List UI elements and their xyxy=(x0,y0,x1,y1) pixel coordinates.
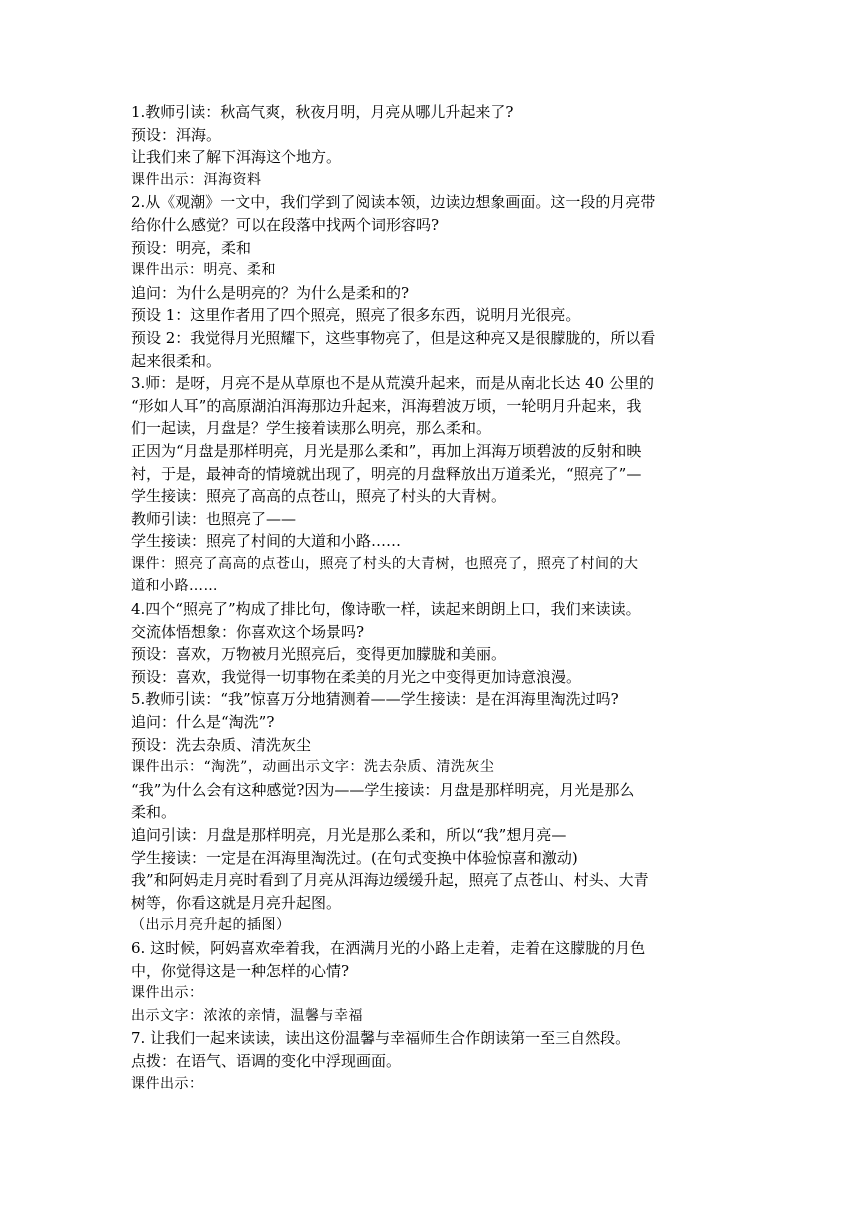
text-line: 学生接读：一定是在洱海里淘洗过。(在句式变换中体验惊喜和激动) xyxy=(131,848,578,867)
text-line: 4.四个“照亮了”构成了排比句，像诗歌一样，读起来朗朗上口，我们来读读。 xyxy=(131,600,641,619)
text-line: 起来很柔和。 xyxy=(131,351,222,370)
text-line: 3.师：是呀，月亮不是从草原也不是从荒漠升起来，而是从南北长达 40 公里的 xyxy=(131,374,654,393)
courseware-line: 课件：照亮了高高的点苍山，照亮了村头的大青树，也照亮了，照亮了村间的大 xyxy=(131,555,639,572)
courseware-line: 课件出示：“淘洗”，动画出示文字：洗去杂质、清洗灰尘 xyxy=(131,759,495,776)
text-line: 我”和阿妈走月亮时看到了月亮从洱海边缓缓升起，照亮了点苍山、村头、大青 xyxy=(131,871,649,890)
text-line: 预设：喜欢，我觉得一切事物在柔美的月光之中变得更加诗意浪漫。 xyxy=(131,667,582,686)
courseware-line: （出示月亮升起的插图） xyxy=(131,917,291,934)
text-line: 5.教师引读：“我”惊喜万分地猜测着——学生接读：是在洱海里淘洗过吗? xyxy=(131,690,619,709)
text-line: “我”为什么会有这种感觉?因为——学生接读：月盘是那样明亮，月光是那么 xyxy=(131,780,635,799)
text-line: 学生接读：照亮了村间的大道和小路…… xyxy=(131,532,402,551)
text-line: 点拨：在语气、语调的变化中浮现画面。 xyxy=(131,1051,402,1070)
courseware-line: 课件出示： xyxy=(131,985,204,1002)
text-line: 学生接读：照亮了高高的点苍山，照亮了村头的大青树。 xyxy=(131,487,507,506)
document-body xyxy=(131,101,731,1095)
text-line: 给你什么感觉？可以在段落中找两个词形容吗? xyxy=(131,215,440,234)
text-line: 预设：喜欢，万物被月光照亮后，变得更加朦胧和美丽。 xyxy=(131,645,507,664)
text-line: 教师引读：也照亮了—— xyxy=(131,509,297,528)
text-line: 们一起读，月盘是？学生接着读那么明亮，那么柔和。 xyxy=(131,419,492,438)
text-line: 追问：什么是“淘洗”? xyxy=(131,713,275,732)
text-line: 6. 这时候，阿妈喜欢牵着我，在洒满月光的小路上走着，走着在这朦胧的月色 xyxy=(131,938,646,957)
text-line: 1.教师引读：秋高气爽，秋夜月明，月亮从哪儿升起来了? xyxy=(131,103,514,121)
text-line: 追问引读：月盘是那样明亮，月光是那么柔和，所以“我”想月亮— xyxy=(131,826,567,844)
text-line: 预设：洱海。 xyxy=(131,125,222,144)
courseware-line: 出示文字：浓浓的亲情，温馨与幸福 xyxy=(131,1007,363,1024)
text-line: 衬，于是，最神奇的情境就出现了，明亮的月盘释放出万道柔光，“照亮了”— xyxy=(131,464,642,483)
courseware-line: 道和小路…… xyxy=(131,578,218,595)
courseware-line: 课件出示： xyxy=(131,1075,204,1092)
text-line: 预设：明亮，柔和 xyxy=(131,238,252,257)
text-line: 预设 2：我觉得月光照耀下，这些事物亮了，但是这种亮又是很朦胧的，所以看 xyxy=(131,328,656,347)
courseware-line: 课件出示：洱海资料 xyxy=(131,171,262,188)
text-line: “形如人耳”的高原湖泊洱海那边升起来，洱海碧波万顷，一轮明月升起来，我 xyxy=(131,396,642,415)
text-line: 追问：为什么是明亮的？为什么是柔和的? xyxy=(131,283,410,302)
text-line: 2.从《观潮》一文中，我们学到了阅读本领，边读边想象画面。这一段的月亮带 xyxy=(131,193,656,212)
text-line: 让我们来了解下洱海这个地方。 xyxy=(131,148,342,167)
text-line: 树等，你看这就是月亮升起图。 xyxy=(131,893,342,912)
text-line: 7. 让我们一起来读读，读出这份温馨与幸福师生合作朗读第一至三自然段。 xyxy=(131,1029,631,1048)
text-line: 柔和。 xyxy=(131,803,177,822)
text-line: 中，你觉得这是一种怎样的心情? xyxy=(131,961,350,980)
text-line: 交流体悟想象：你喜欢这个场景吗? xyxy=(131,622,365,641)
text-line: 预设 1：这里作者用了四个照亮，照亮了很多东西，说明月光很亮。 xyxy=(131,306,581,325)
text-line: 预设：洗去杂质、清洗灰尘 xyxy=(131,735,312,754)
text-line: 正因为“月盘是那样明亮，月光是那么柔和”，再加上洱海万顷碧波的反射和映 xyxy=(131,441,642,460)
courseware-line: 课件出示：明亮、柔和 xyxy=(131,262,276,279)
